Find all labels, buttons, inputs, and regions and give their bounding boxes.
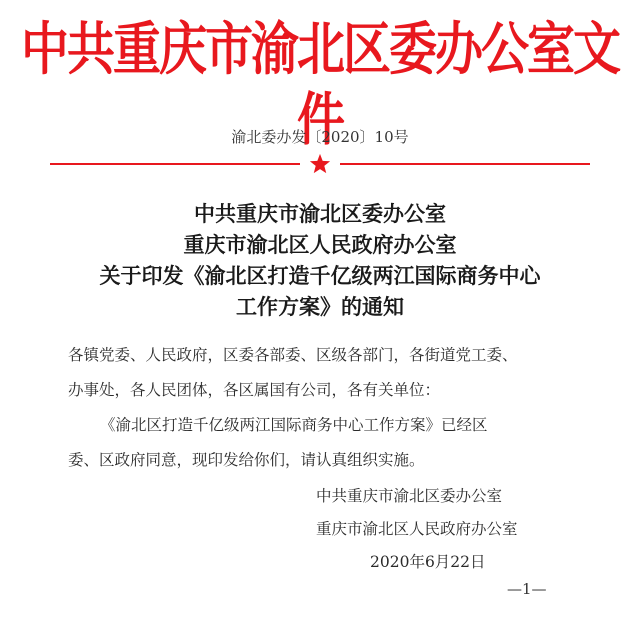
body-paragraph-line: 委、区政府同意，现印发给你们，请认真组织实施。 [68, 451, 425, 469]
recipients-line: 办事处，各人民团体，各区属国有公司，各有关单位： [68, 381, 441, 399]
document-number: 渝北委办发〔2020〕10号 [231, 128, 409, 146]
recipients-line: 各镇党委、人民政府，区委各部委、区级各部门，各街道党工委、 [68, 346, 518, 364]
divider-line-left [50, 163, 300, 165]
star-icon [309, 153, 331, 175]
signature-date: 2020年6月22日 [370, 553, 486, 571]
signature-org-2: 重庆市渝北区人民政府办公室 [316, 520, 518, 538]
masthead-title: 中共重庆市渝北区委办公室文件 [20, 16, 619, 154]
signature-org-1: 中共重庆市渝北区委办公室 [316, 487, 503, 505]
signature-block [316, 480, 576, 579]
title-line: 工作方案》的通知 [236, 294, 404, 319]
body-paragraph-line: 《渝北区打造千亿级两江国际商务中心工作方案》已经区 [100, 416, 488, 434]
title-line: 关于印发《渝北区打造千亿级两江国际商务中心 [99, 263, 541, 288]
document-body [68, 338, 588, 478]
document-title [60, 198, 580, 322]
page-number: —1— [507, 580, 547, 598]
divider-line-right [340, 163, 590, 165]
title-line: 重庆市渝北区人民政府办公室 [183, 232, 457, 257]
red-divider [50, 154, 590, 174]
title-line: 中共重庆市渝北区委办公室 [194, 201, 446, 226]
